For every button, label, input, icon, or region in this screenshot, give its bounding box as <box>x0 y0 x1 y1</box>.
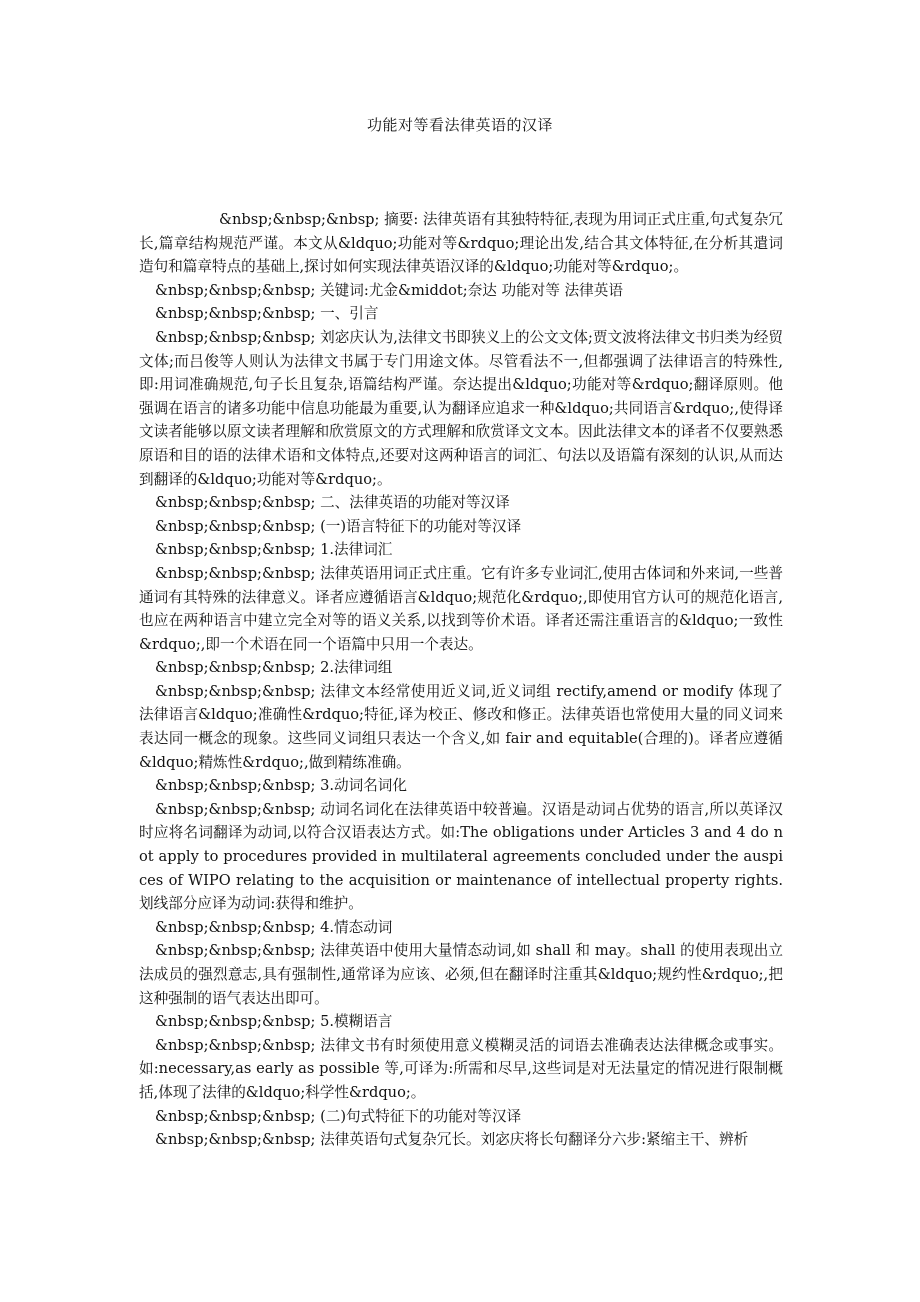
subsection-heading-language-features: &nbsp;&nbsp;&nbsp; (一)语言特征下的功能对等汉译 <box>155 517 522 535</box>
body-paragraph: &nbsp;&nbsp;&nbsp; 法律英语用词正式庄重。它有许多专业词汇,使用古体词和外来词,一些普通词有其特殊的法律意义。译者应遵循语言&ldquo;规范化&rdquo;,即使用官方认可的规范化语言,也应在两种语言中建立完全对等的语义关系,以找到等价术语。译者还需注重语言的&ldquo;一致性&rdquo;,即一个术语在同一个语篇中只用一个表达。 <box>139 564 783 653</box>
item-heading-nominalization: &nbsp;&nbsp;&nbsp; 3.动词名词化 <box>155 777 407 795</box>
body-paragraph: &nbsp;&nbsp;&nbsp; 刘宓庆认为,法律文书即狭义上的公文文体;贾文波将法律文书归类为经贸文体;而吕俊等人则认为法律文书属于专门用途文体。尽管看法不一,但都强调了法律语言的特殊性,即:用词准确规范,句子长且复杂,语篇结构严谨。奈达提出&ldquo;功能对等&rdquo;翻译原则。他强调在语言的诸多功能中信息功能最为重要,认为翻译应追求一种&ldquo;共同语言&rdquo;,使得译文读者能够以原文读者理解和欣赏原文的方式理解和欣赏译文文本。因此法律文本的译者不仅要熟悉原语和目的语的法律术语和文体特点,还要对这两种语言的词汇、句法以及语篇有深刻的认识,从而达到翻译的&ldquo;功能对等&rdquo;。 <box>139 328 783 488</box>
document-title: 功能对等看法律英语的汉译 <box>366 116 553 134</box>
item-heading-vague-language: &nbsp;&nbsp;&nbsp; 5.模糊语言 <box>155 1013 393 1031</box>
keywords-paragraph: &nbsp;&nbsp;&nbsp; 关键词:尤金&middot;奈达 功能对等 法律英语 <box>155 281 623 299</box>
abstract-paragraph: &nbsp;&nbsp;&nbsp; 摘要: 法律英语有其独特特征,表现为用词正式庄重,句式复杂冗长,篇章结构规范严谨。本文从&ldquo;功能对等&rdquo;理论出发,结合其文体特征,在分析其遣词造句和篇章特点的基础上,探讨如何实现法律英语汉译的&ldquo;功能对等&rdquo;。 <box>139 211 783 276</box>
subsection-heading-sentence-features: &nbsp;&nbsp;&nbsp; (二)句式特征下的功能对等汉译 <box>155 1107 522 1125</box>
body-paragraph: &nbsp;&nbsp;&nbsp; 动词名词化在法律英语中较普遍。汉语是动词占优势的语言,所以英译汉时应将名词翻译为动词,以符合汉语表达方式。如:The obligations under Articles 3 and 4 do not apply to procedures provided in multilateral agreements concluded under the auspices of WIPO relating to the acquisition or maintenance of intellectual property rights.划线部分应译为动词:获得和维护。 <box>139 800 783 913</box>
body-paragraph: &nbsp;&nbsp;&nbsp; 法律英语中使用大量情态动词,如 shall 和 may。shall 的使用表现出立法成员的强烈意志,具有强制性,通常译为应该、必须,但在翻译时注重其&ldquo;规约性&rdquo;,把这种强制的语气表达出即可。 <box>139 942 783 1007</box>
section-heading-introduction: &nbsp;&nbsp;&nbsp; 一、引言 <box>155 305 379 323</box>
document-body <box>139 208 783 1152</box>
body-paragraph: &nbsp;&nbsp;&nbsp; 法律文本经常使用近义词,近义词组 rectify,amend or modify 体现了法律语言&ldquo;准确性&rdquo;特征,译为校正、修改和修正。法律英语也常使用大量的同义词来表达同一概念的现象。这些同义词组只表达一个含义,如 fair and equitable(合理的)。译者应遵循&ldquo;精炼性&rdquo;,做到精练准确。 <box>139 682 783 771</box>
section-heading-functional-equivalence: &nbsp;&nbsp;&nbsp; 二、法律英语的功能对等汉译 <box>155 494 510 512</box>
body-paragraph: &nbsp;&nbsp;&nbsp; 法律英语句式复杂冗长。刘宓庆将长句翻译分六步:紧缩主干、辨析 <box>155 1131 749 1149</box>
item-heading-legal-phrases: &nbsp;&nbsp;&nbsp; 2.法律词组 <box>155 659 393 677</box>
item-heading-modal-verbs: &nbsp;&nbsp;&nbsp; 4.情态动词 <box>155 918 393 936</box>
body-paragraph: &nbsp;&nbsp;&nbsp; 法律文书有时须使用意义模糊灵活的词语去准确表达法律概念或事实。如:necessary,as early as possible 等,可译为:所需和尽早,这些词是对无法量定的情况进行限制概括,体现了法律的&ldquo;科学性&rdquo;。 <box>139 1036 783 1101</box>
item-heading-legal-vocabulary: &nbsp;&nbsp;&nbsp; 1.法律词汇 <box>155 541 393 559</box>
